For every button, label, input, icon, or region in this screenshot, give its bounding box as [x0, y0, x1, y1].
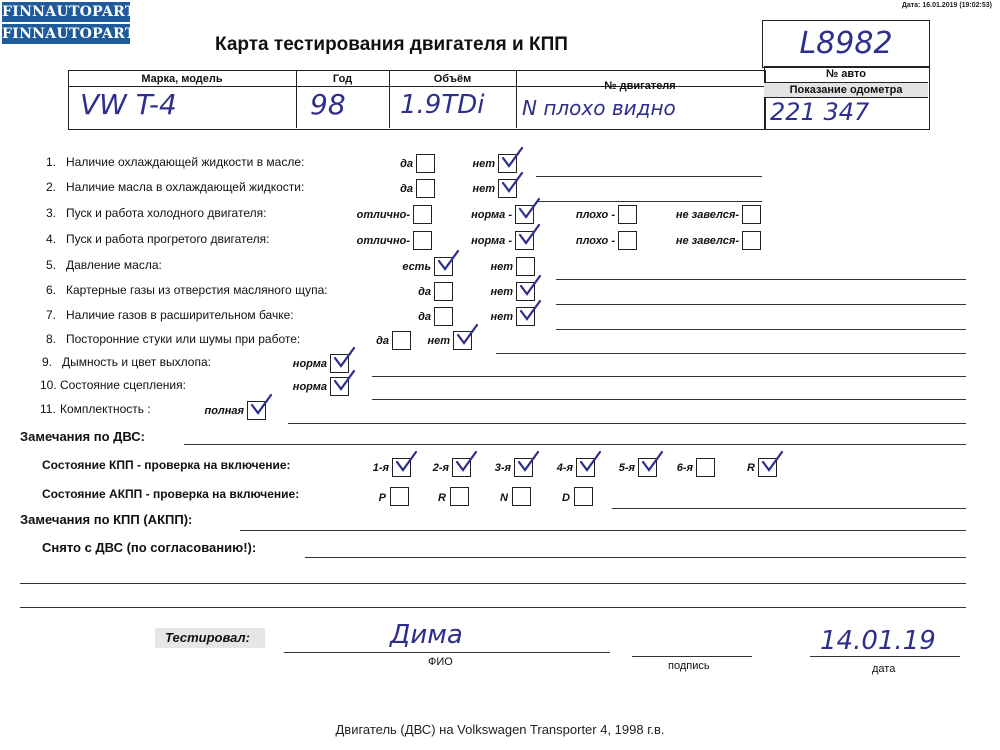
- checklist-remark-line: [536, 201, 762, 202]
- engine-remarks-line: [184, 444, 966, 445]
- odometer-value: 221 347: [770, 98, 870, 126]
- check-mark-icon: [516, 450, 540, 474]
- volume-value: 1.9TDi: [400, 90, 485, 120]
- checklist-option-label: нет: [490, 261, 513, 273]
- checklist-item-number: 4.: [46, 232, 57, 246]
- check-mark-icon: [332, 346, 356, 370]
- checklist-option-label: да: [418, 311, 431, 323]
- brand-logo-bottom: FINNAUTOPARTS: [2, 26, 146, 42]
- check-mark-icon: [500, 171, 524, 195]
- checklist-checkbox[interactable]: [516, 282, 535, 301]
- checklist-item-number: 5.: [46, 258, 57, 272]
- check-mark-icon: [500, 146, 524, 170]
- checklist-checkbox[interactable]: [392, 331, 411, 350]
- odometer-header: Показание одометра: [789, 84, 903, 96]
- checklist-checkbox[interactable]: [618, 205, 637, 224]
- checklist-checkbox[interactable]: [618, 231, 637, 250]
- checklist-option-label: отлично-: [356, 209, 410, 221]
- checklist-option-label: да: [400, 158, 413, 170]
- gear-checkbox[interactable]: [392, 458, 411, 477]
- checklist-checkbox[interactable]: [516, 257, 535, 276]
- volume-header: Объём: [433, 73, 472, 85]
- checklist-option-label: нет: [490, 286, 513, 298]
- checklist-item-label: Дымность и цвет выхлопа:: [62, 355, 211, 369]
- engine-no-header: № двигателя: [604, 80, 676, 92]
- transmission-position-checkbox[interactable]: [512, 487, 531, 506]
- date-label: дата: [872, 663, 896, 675]
- checklist-option-label: норма: [292, 381, 327, 393]
- checklist-remark-line: [536, 176, 762, 177]
- checklist-item-label: Картерные газы из отверстия масляного щупа:: [66, 283, 328, 297]
- check-mark-icon: [518, 299, 542, 323]
- checklist-item-number: 6.: [46, 283, 57, 297]
- checklist-checkbox[interactable]: [515, 205, 534, 224]
- checklist-item-number: 1.: [46, 155, 57, 169]
- checklist-option-label: да: [418, 286, 431, 298]
- checklist-item-label: Пуск и работа холодного двигателя:: [66, 206, 267, 220]
- fio-line: [284, 652, 610, 653]
- gearbox-remarks-line: [240, 530, 966, 531]
- removed-line: [305, 557, 966, 558]
- checklist-option-label: отлично-: [356, 235, 410, 247]
- transmission-position-label: R: [438, 492, 446, 504]
- check-mark-icon: [394, 450, 418, 474]
- checklist-item-number: 2.: [46, 180, 57, 194]
- checklist-remark-line: [556, 329, 966, 330]
- checklist-option-label: норма: [292, 358, 327, 370]
- car-no-header: № авто: [825, 68, 866, 80]
- checklist-checkbox[interactable]: [434, 282, 453, 301]
- gear-checkbox[interactable]: [638, 458, 657, 477]
- gear-checkbox[interactable]: [514, 458, 533, 477]
- gear-label: R: [747, 462, 755, 474]
- checklist-option-label: нет: [427, 335, 450, 347]
- checklist-option-label: плохо -: [575, 209, 615, 221]
- checklist-option-label: да: [400, 183, 413, 195]
- gear-label: 6-я: [676, 462, 693, 474]
- gear-label: 4-я: [556, 462, 573, 474]
- check-mark-icon: [578, 450, 602, 474]
- removed-label: Снято с ДВС (по согласованию!):: [42, 540, 257, 555]
- gear-label: 1-я: [372, 462, 389, 474]
- checklist-remark-line: [372, 376, 966, 377]
- checklist-checkbox[interactable]: [413, 205, 432, 224]
- checklist-option-label: нет: [472, 158, 495, 170]
- checklist-remark-line: [496, 353, 966, 354]
- gear-label: 2-я: [432, 462, 449, 474]
- checklist-remark-line: [372, 399, 966, 400]
- col-divider: [516, 70, 517, 128]
- checklist-item-label: Наличие охлаждающей жидкости в масле:: [66, 155, 305, 169]
- transmission-position-checkbox[interactable]: [574, 487, 593, 506]
- gear-label: 3-я: [494, 462, 511, 474]
- blank-line: [20, 607, 966, 608]
- signature-line: [632, 656, 752, 657]
- checklist-option-label: норма -: [471, 209, 512, 221]
- transmission-position-checkbox[interactable]: [390, 487, 409, 506]
- auto-gearbox-label: Состояние АКПП - проверка на включение:: [42, 487, 300, 501]
- checklist-item-label: Наличие газов в расширительном бачке:: [66, 308, 294, 322]
- print-date: Дата: 16.01.2019 (19:02:53): [901, 2, 992, 9]
- gear-checkbox[interactable]: [696, 458, 715, 477]
- checklist-item-number: 7.: [46, 308, 57, 322]
- transmission-position-label: D: [562, 492, 570, 504]
- gear-label: 5-я: [618, 462, 635, 474]
- checklist-checkbox[interactable]: [498, 179, 517, 198]
- checklist-option-label: да: [376, 335, 389, 347]
- make-model-header: Марка, модель: [141, 73, 223, 85]
- checklist-option-label: норма -: [471, 235, 512, 247]
- transmission-position-label: P: [378, 492, 386, 504]
- checklist-checkbox[interactable]: [453, 331, 472, 350]
- checklist-item-number: 8.: [46, 332, 57, 346]
- checklist-item-label: Посторонние стуки или шумы при работе:: [66, 332, 301, 346]
- checklist-checkbox[interactable]: [416, 154, 435, 173]
- checklist-item-label: Наличие масла в охлаждающей жидкости:: [66, 180, 305, 194]
- checklist-item-label: Состояние сцепления:: [60, 378, 186, 392]
- transmission-position-checkbox[interactable]: [450, 487, 469, 506]
- check-mark-icon: [518, 274, 542, 298]
- checklist-option-label: есть: [402, 261, 431, 273]
- checklist-checkbox[interactable]: [498, 154, 517, 173]
- checklist-item-label: Пуск и работа прогретого двигателя:: [66, 232, 270, 246]
- checklist-checkbox[interactable]: [515, 231, 534, 250]
- check-mark-icon: [640, 450, 664, 474]
- lot-number-box: [762, 20, 930, 68]
- date-line: [810, 656, 960, 657]
- checklist-item-label: Давление масла:: [66, 258, 162, 272]
- checklist-checkbox[interactable]: [434, 257, 453, 276]
- checklist-checkbox[interactable]: [330, 354, 349, 373]
- transmission-position-label: N: [500, 492, 508, 504]
- checklist-checkbox[interactable]: [742, 205, 761, 224]
- signature-label: подпись: [668, 660, 710, 672]
- check-mark-icon: [454, 450, 478, 474]
- manual-gearbox-label: Состояние КПП - проверка на включение:: [42, 458, 291, 472]
- checklist-option-label: нет: [472, 183, 495, 195]
- test-date: 14.01.19: [820, 626, 936, 656]
- make-model-value: VW T-4: [80, 88, 177, 121]
- checklist-remark-line: [556, 304, 966, 305]
- blank-line: [20, 583, 966, 584]
- checklist-option-label: полная: [204, 405, 244, 417]
- check-mark-icon: [455, 323, 479, 347]
- page-caption: Двигатель (ДВС) на Volkswagen Transporter 4, 1998 г.в.: [335, 722, 665, 737]
- year-header: Год: [332, 73, 353, 85]
- year-value: 98: [310, 88, 346, 121]
- gearbox-remarks-label: Замечания по КПП (АКПП):: [20, 512, 193, 527]
- fio-label: ФИО: [428, 656, 453, 668]
- gear-checkbox[interactable]: [576, 458, 595, 477]
- checklist-checkbox[interactable]: [413, 231, 432, 250]
- check-mark-icon: [249, 393, 273, 417]
- engine-no-value: N плохо видно: [522, 96, 676, 120]
- brand-logo-top: FINNAUTOPARTS: [2, 4, 146, 20]
- lot-number: L8982: [799, 26, 893, 61]
- tester-name: Дима: [390, 620, 463, 650]
- checklist-remark-line: [288, 423, 966, 424]
- form-title: Карта тестирования двигателя и КПП: [215, 34, 568, 55]
- tested-by-label: Тестировал:: [165, 630, 250, 645]
- check-mark-icon: [517, 223, 541, 247]
- checklist-option-label: нет: [490, 311, 513, 323]
- checklist-option-label: плохо -: [575, 235, 615, 247]
- engine-remarks-label: Замечания по ДВС:: [20, 429, 145, 444]
- checklist-checkbox[interactable]: [330, 377, 349, 396]
- checklist-checkbox[interactable]: [742, 231, 761, 250]
- checklist-item-number: 3.: [46, 206, 57, 220]
- check-mark-icon: [436, 249, 460, 273]
- check-mark-icon: [760, 450, 784, 474]
- checklist-checkbox[interactable]: [516, 307, 535, 326]
- checklist-item-number: 10.: [40, 378, 57, 392]
- checklist-item-label: Комплектность :: [60, 402, 151, 416]
- checklist-checkbox[interactable]: [434, 307, 453, 326]
- checklist-checkbox[interactable]: [247, 401, 266, 420]
- checklist-item-number: 9.: [42, 355, 53, 369]
- checklist-item-number: 11.: [40, 402, 56, 416]
- gear-checkbox[interactable]: [758, 458, 777, 477]
- checklist-option-label: не завелся-: [675, 209, 739, 221]
- checklist-option-label: не завелся-: [675, 235, 739, 247]
- gear-checkbox[interactable]: [452, 458, 471, 477]
- checklist-remark-line: [556, 279, 966, 280]
- checklist-checkbox[interactable]: [416, 179, 435, 198]
- auto-gearbox-line: [612, 508, 966, 509]
